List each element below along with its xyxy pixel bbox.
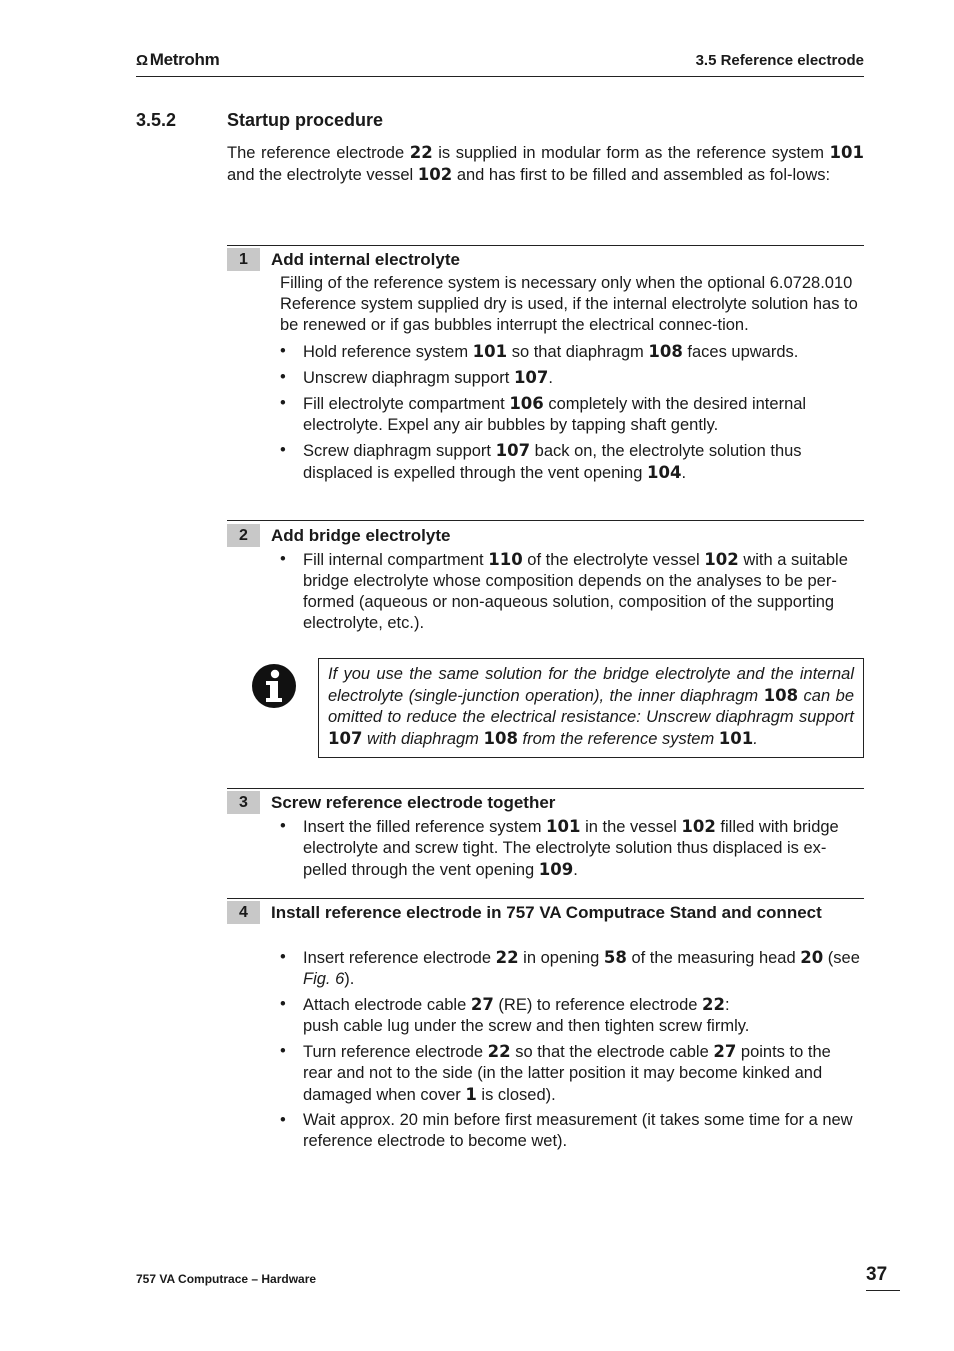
step-2-title: Add bridge electrolyte (271, 526, 451, 545)
bullet-item: • Fill internal compartment 110 of the electrolyte vessel 102 with a suitable bridge electrolyte whose composition depends on the analyses to be per-formed (aqueous or non-aqueous solution, composition of the supporting electrolyte, etc.). (280, 549, 864, 634)
bullet-item: • Insert reference electrode 22 in opening 58 of the measuring head 20 (see Fig. 6). (280, 947, 864, 990)
step-2-body (280, 549, 864, 638)
ref-number: 104 (647, 463, 682, 482)
step-4-number: 4 (227, 901, 260, 924)
step-1-number: 1 (227, 248, 260, 271)
step-4-title: Install reference electrode in 757 VA Computrace Stand and connect (271, 903, 822, 922)
step-4-bullets (280, 947, 864, 1152)
bullet-item: • Attach electrode cable 27 (RE) to reference electrode 22: push cable lug under the screw and then tighten screw firmly. (280, 994, 864, 1037)
ref-number: 101 (718, 729, 754, 748)
step-1-body (280, 273, 864, 488)
step-2-rule (227, 520, 864, 521)
step-2-number: 2 (227, 524, 260, 547)
ref-number: 58 (603, 948, 627, 967)
ref-number: 109 (538, 860, 574, 879)
header-rule (136, 76, 864, 77)
step-2-bullets (280, 549, 864, 634)
note-box: If you use the same solution for the bridge electrolyte and the internal electrolyte (single-junction operation), the inner diaphragm 108 can be omitted to reduce the electrical resistance: Unscrew diaphragm support 107 with diaphragm 108 from the reference system 101. (318, 658, 864, 758)
bullet-item: • Screw diaphragm support 107 back on, the electrolyte solution thus displaced is expelled through the vent opening 104. (280, 440, 864, 484)
step-3-title: Screw reference electrode together (271, 793, 556, 812)
step-3-number: 3 (227, 791, 260, 814)
section-number: 3.5.2 (136, 110, 177, 130)
section-title: Startup procedure (227, 110, 384, 130)
ref-number: 102 (681, 817, 716, 836)
omega-logo-icon: Ω (136, 52, 148, 69)
ref-number: 101 (546, 817, 581, 836)
ref-number: 108 (648, 342, 683, 361)
ref-number: 102 (417, 165, 453, 184)
ref-number: 102 (704, 550, 739, 569)
intro-paragraph: The reference electrode 22 is supplied in modular form as the reference system 101 and the electrolyte vessel 102 and has first to be filled and assembled as fol-lows: (227, 143, 864, 184)
ref-number: 27 (713, 1042, 737, 1061)
step-1-text: Filling of the reference system is necessary only when the optional 6.0728.010 Reference system supplied dry is used, if the internal electrolyte solution has to be renewed or if gas bubbles interrupt the electrical connec-tion. (280, 274, 858, 334)
ref-number: 101 (829, 143, 864, 162)
logo-text: Metrohm (149, 50, 220, 69)
bullet-item: • Insert the filled reference system 101 in the vessel 102 filled with bridge electrolyte and screw tight. The electrolyte solution thus displaced is ex-pelled through the vent opening 109. (280, 816, 864, 881)
info-icon (251, 663, 297, 709)
ref-number: 27 (470, 995, 494, 1014)
ref-number: 106 (509, 394, 544, 413)
step-1-rule (227, 245, 864, 246)
ref-number: 22 (702, 995, 725, 1014)
bullet-item: • Turn reference electrode 22 so that the electrode cable 27 points to the rear and not to the side (in the latter position it may become kinked and damaged when cover 1 is closed). (280, 1041, 864, 1106)
ref-number: 22 (487, 1042, 511, 1061)
step-3-rule (227, 788, 864, 789)
ref-number: 110 (488, 550, 523, 569)
footer-manual-title: 757 VA Computrace – Hardware (136, 1272, 317, 1286)
step-1-bullets (280, 341, 864, 484)
ref-number: 107 (495, 441, 531, 460)
bullet-item: • Wait approx. 20 min before first measurement (it takes some time for a new reference electrode to become wet). (280, 1110, 864, 1152)
step-3-bullets (280, 816, 864, 881)
page-number: 37 (866, 1264, 888, 1285)
ref-number: 22 (409, 143, 433, 162)
step-4-body (280, 947, 864, 1156)
bullet-item: • Unscrew diaphragm support 107. (280, 367, 864, 389)
figure-reference: Fig. 6 (303, 970, 345, 988)
step-4-rule (227, 898, 864, 899)
ref-number: 101 (472, 342, 508, 361)
ref-number: 107 (513, 368, 549, 387)
step-3-body (280, 816, 864, 885)
ref-number: 20 (800, 948, 824, 967)
ref-number: 1 (465, 1085, 477, 1104)
bullet-item: • Fill electrolyte compartment 106 completely with the desired internal electrolyte. Expel any air bubbles by tapping shaft gently. (280, 393, 864, 436)
ref-number: 107 (328, 729, 363, 748)
ref-number: 108 (763, 686, 799, 705)
page-number-rule (866, 1290, 900, 1291)
step-1-title: Add internal electrolyte (271, 250, 460, 269)
metrohm-logo (136, 50, 219, 70)
bullet-item: • Hold reference system 101 so that diaphragm 108 faces upwards. (280, 341, 864, 363)
ref-number: 108 (483, 729, 518, 748)
running-header-title: 3.5 Reference electrode (695, 52, 864, 69)
ref-number: 22 (495, 948, 519, 967)
